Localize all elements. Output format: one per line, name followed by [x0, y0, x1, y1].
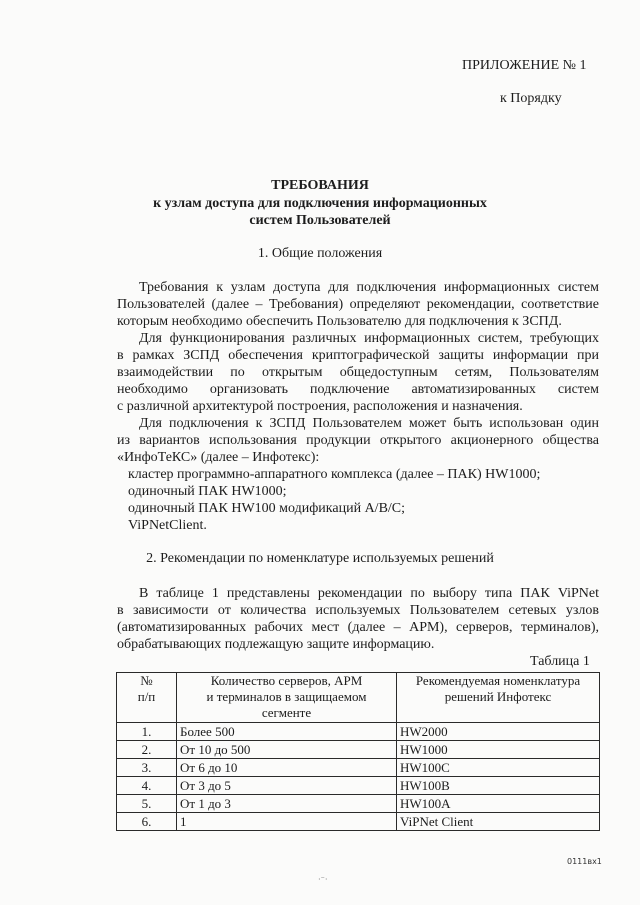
text-line: из вариантов использования продукции открытого акционерного общества [117, 433, 599, 448]
header-text: п/п [137, 689, 156, 704]
document-code: 0111вх1 [567, 857, 602, 866]
text-line: в рамках ЗСПД обеспечения криптографической защиты информации при [117, 348, 599, 363]
cell-rec: HW100B [397, 777, 600, 795]
header-text: Количество серверов, АРМ [210, 673, 363, 688]
cell-count: От 10 до 500 [177, 741, 397, 759]
cell-rec: ViPNet Client [397, 813, 600, 831]
document-subtitle-line2: систем Пользователей [249, 213, 391, 228]
header-count [177, 673, 397, 723]
text-line: В таблице 1 представлены рекомендации по выбору типа ПАК ViPNet [139, 586, 599, 601]
text-line: Пользователей (далее – Требования) определяют рекомендации, соответствие [117, 297, 599, 312]
cell-rec: HW100A [397, 795, 600, 813]
header-text: решений Инфотекс [444, 689, 552, 704]
cell-num: 4. [117, 777, 177, 795]
table-row [117, 813, 600, 831]
header-recommendation [397, 673, 600, 723]
header-text: № [140, 673, 153, 688]
list-item: кластер программно-аппаратного комплекса (далее – ПАК) HW1000; [128, 467, 541, 482]
text-line: Для функционирования различных информационных систем, требующих [139, 331, 599, 346]
table-caption: Таблица 1 [530, 654, 590, 669]
text-line: в зависимости от количества используемых Пользователем сетевых узлов [117, 603, 599, 618]
cell-rec: HW1000 [397, 741, 600, 759]
section-1-heading: 1. Общие положения [257, 246, 383, 261]
cell-num: 6. [117, 813, 177, 831]
cell-rec: HW100C [397, 759, 600, 777]
section-2-paragraph [117, 585, 599, 653]
text-line: необходимо организовать подключение автоматизированных систем [117, 382, 599, 397]
cell-count: 1 [177, 813, 397, 831]
header-text: сегменте [261, 705, 312, 720]
order-reference: к Порядку [500, 91, 562, 106]
text-line: взаимодействии по открытым общедоступным сетям, Пользователям [117, 365, 599, 380]
cell-count: От 3 до 5 [177, 777, 397, 795]
section-1-paragraph-2 [117, 330, 599, 415]
cell-count: От 6 до 10 [177, 759, 397, 777]
header-num [117, 673, 177, 723]
list-item: ViPNetClient. [128, 518, 207, 533]
text-line: (автоматизированных рабочих мест (далее – АРМ), серверов, терминалов), [117, 620, 599, 635]
header-text: и терминалов в защищаемом [206, 689, 367, 704]
appendix-label: ПРИЛОЖЕНИЕ № 1 [462, 58, 587, 73]
table-row [117, 759, 600, 777]
table-row [117, 777, 600, 795]
text-line: которым необходимо обеспечить Пользователю для подключения к ЗСПД. [117, 314, 562, 329]
cell-count: От 1 до 3 [177, 795, 397, 813]
text-line: Для подключения к ЗСПД Пользователем может быть использован один [139, 416, 599, 431]
cell-num: 3. [117, 759, 177, 777]
cell-num: 1. [117, 723, 177, 741]
text-line: обрабатывающих подлежащую защите информацию. [117, 637, 435, 652]
document-title: ТРЕБОВАНИЯ [271, 178, 369, 193]
table-header-row [117, 673, 600, 723]
section-2-heading: 2. Рекомендации по номенклатуре используемых решений [146, 551, 494, 566]
connection-options-list [128, 466, 540, 534]
header-text: Рекомендуемая номенклатура [415, 673, 581, 688]
cell-num: 5. [117, 795, 177, 813]
table-row [117, 795, 600, 813]
cell-count: Более 500 [177, 723, 397, 741]
text-line: с различной архитектурой построения, расположения и назначения. [117, 399, 523, 414]
document-subtitle-line1: к узлам доступа для подключения информационных [153, 196, 487, 211]
table-row [117, 741, 600, 759]
table-row [117, 723, 600, 741]
list-item: одиночный ПАК HW1000; [128, 484, 287, 499]
text-line: «ИнфоТеКС» (далее – Инфотекс): [117, 450, 320, 465]
text-line: Требования к узлам доступа для подключения информационных систем [139, 280, 599, 295]
section-1-paragraph-1 [117, 279, 599, 330]
scan-mark: ·⁻· [318, 875, 328, 884]
cell-rec: HW2000 [397, 723, 600, 741]
cell-num: 2. [117, 741, 177, 759]
list-item: одиночный ПАК HW100 модификаций A/B/C; [128, 501, 406, 516]
section-1-paragraph-3 [117, 415, 599, 466]
nomenclature-table [116, 672, 600, 831]
